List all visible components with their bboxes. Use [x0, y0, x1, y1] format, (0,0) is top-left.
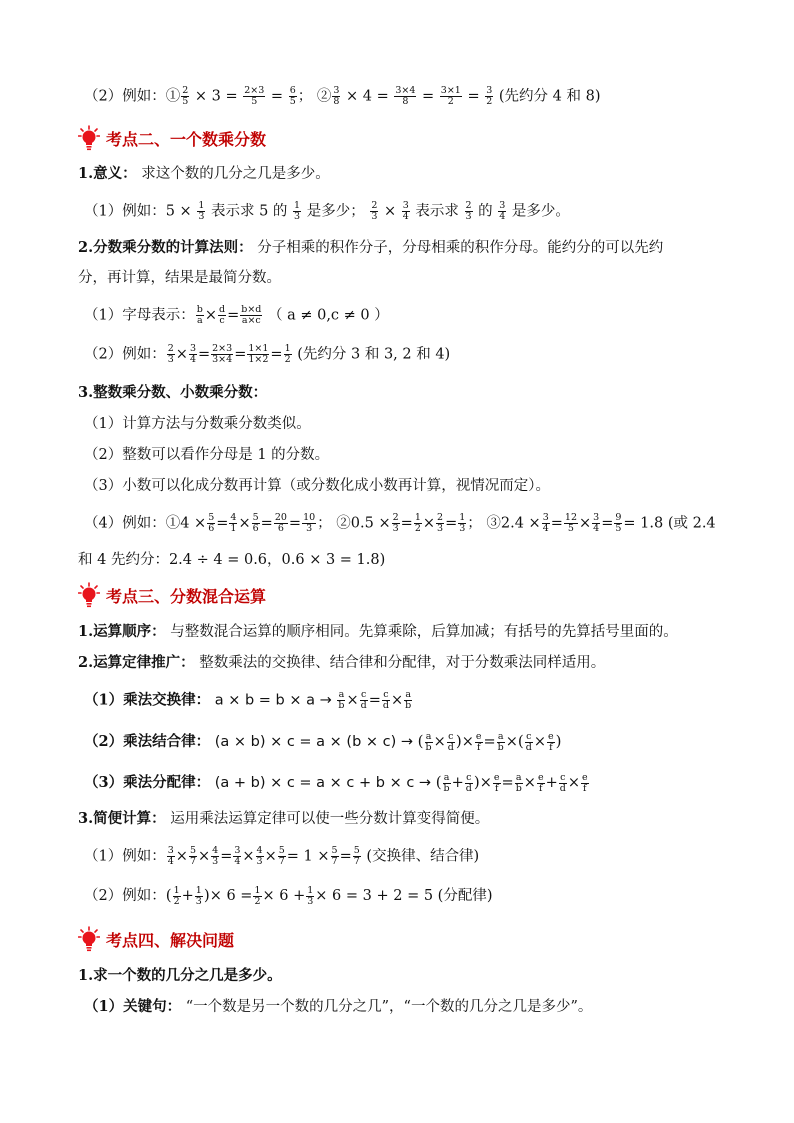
fraction: $\frac{e}{f}$	[475, 730, 482, 753]
text: =	[270, 88, 284, 105]
text: =	[467, 88, 480, 105]
fraction: $\frac{1}{2}$	[254, 884, 261, 907]
fraction: $\frac{2}{3}$	[167, 343, 174, 365]
fraction: $\frac{3\times 1}{2}$	[440, 85, 461, 107]
label: 3.整数乘分数、小数乘分数：	[78, 384, 268, 401]
fraction: $\frac{3}{4}$	[402, 200, 409, 222]
text: （2）例如：	[84, 888, 166, 904]
fraction: $\frac{1}{2}$	[414, 512, 421, 534]
fraction: $\frac{1}{3}$	[198, 200, 205, 222]
fraction: $\frac{c}{d}$	[465, 771, 472, 794]
fraction: $\frac{20}{6}$	[274, 512, 287, 534]
subsection-line	[78, 383, 734, 403]
fraction: $\frac{b\times d}{a\times c}$	[241, 304, 262, 326]
fraction: $\frac{1}{3}$	[195, 884, 202, 907]
fraction: $\frac{4}{1}$	[230, 512, 237, 534]
text: 表示求	[415, 203, 459, 220]
fraction: $\frac{c}{d}$	[447, 730, 454, 753]
text: (先约分 3 和 3, 2 和 4)	[292, 346, 451, 363]
fraction: $\frac{1}{2}$	[173, 884, 180, 907]
example-line-2	[84, 86, 734, 107]
commutative-law-line: （1）乘法交换律： a × b = b × a → $\frac{a}{b}$ × $\frac{c}{d}$ = $\frac{c}{d}$ × $\frac{a}{b}$	[84, 689, 412, 711]
law-extension-line	[78, 653, 734, 673]
fraction: $\frac{5}{7}$	[353, 845, 360, 867]
fraction: $\frac{10}{3}$	[303, 512, 316, 534]
text: （ a ≠ 0,c ≠ 0 ）	[267, 307, 389, 324]
fraction: $\frac{12}{5}$	[564, 512, 577, 534]
fraction: $\frac{e}{f}$	[537, 771, 544, 794]
key-sentence-line	[84, 997, 734, 1017]
label: 2.运算定律推广：	[78, 654, 195, 671]
text: 是多少。	[511, 203, 570, 220]
section-heading	[78, 925, 234, 953]
heading-text: 考点三、分数混合运算	[106, 586, 267, 606]
label: 2.分数乘分数的计算法则：	[78, 239, 253, 256]
lightbulb-icon	[78, 926, 100, 952]
fraction: $\frac{1}{3}$	[307, 884, 314, 907]
text: (a + b) × c = a × c + b × c →	[214, 775, 432, 791]
fraction: $\frac{3}{4}$	[542, 512, 549, 534]
fraction: $\frac{3}{4}$	[189, 343, 196, 365]
text: （1）例如：	[84, 848, 166, 865]
fraction: $\frac{1}{3}$	[459, 512, 466, 534]
fraction: $\frac{3}{8}$	[333, 85, 340, 107]
text: =	[422, 88, 435, 105]
fraction: $\frac{2\times 3}{3\times 4}$	[212, 343, 233, 365]
fraction: $\frac{1}{2}$	[284, 343, 291, 365]
text: ×	[383, 203, 397, 220]
fraction: $\frac{2}{3}$	[465, 200, 472, 222]
text: × 4 =	[346, 88, 389, 105]
label: 3.简便计算：	[78, 810, 166, 827]
fraction: $\frac{a}{b}$	[338, 689, 345, 711]
fraction: $\frac{a}{b}$	[405, 689, 412, 711]
label: 1.运算顺序：	[78, 623, 166, 640]
text: 的	[478, 203, 493, 220]
text: ； ③2.4 ×	[467, 515, 541, 532]
label: （1）乘法交换律：	[84, 691, 211, 709]
label: （2）乘法结合律：	[84, 733, 211, 750]
text: （2）例如：	[84, 346, 166, 363]
example-line-cont: 和 4 先约分：2.4 ÷ 4 = 0.6，0.6 × 3 = 1.8)	[78, 552, 386, 568]
text: 与整数混合运算的顺序相同。先算乘除，后算加减；有括号的先算括号里面的。	[170, 624, 678, 640]
item: （2）整数可以看作分母是 1 的分数。	[84, 447, 330, 463]
fraction: $\frac{4}{3}$	[212, 845, 219, 867]
example-line: （2）例如：( $\frac{1}{2}$ + $\frac{1}{3}$ )× 6 = $\frac{1}{2}$ × 6 + $\frac{1}{3}$ × 6 = 3 + 2 = 5 (分配律)	[84, 884, 493, 907]
simplify-line	[78, 809, 734, 829]
item: （1）计算方法与分数乘分数类似。	[84, 416, 311, 432]
rule-line-cont: 分，再计算，结果是最简分数。	[78, 270, 281, 286]
label: （1）关键句：	[84, 998, 182, 1015]
fraction: $\frac{6}{5}$	[289, 85, 296, 107]
fraction: $\frac{a}{b}$	[443, 771, 450, 794]
fraction: $\frac{e}{f}$	[493, 771, 500, 794]
fraction: $\frac{5}{7}$	[331, 845, 338, 867]
associative-law-line: （2）乘法结合律： (a × b) × c = a × (b × c) → ( $\frac{a}{b}$ × $\frac{c}{d}$ )× $\frac{e}{f}$ = $\frac{a}{b}$ ×( $\frac{c}{d}$ × $\frac{e}{f}$ )	[84, 730, 562, 753]
heading-text: 考点四、解决问题	[106, 930, 235, 950]
section-heading	[78, 581, 266, 609]
fraction: $\frac{c}{d}$	[525, 730, 532, 753]
fraction: $\frac{3}{4}$	[234, 845, 241, 867]
text: （1）例如：5 ×	[84, 203, 192, 220]
lightbulb-icon	[78, 582, 100, 608]
fraction: $\frac{5}{7}$	[278, 845, 285, 867]
heading-text: 考点二、一个数乘分数	[106, 129, 267, 149]
fraction: $\frac{a}{b}$	[497, 730, 504, 753]
text: 整数乘法的交换律、结合律和分配律，对于分数乘法同样适用。	[199, 655, 606, 671]
text: （4）例如：①4 ×	[84, 515, 207, 532]
example-line: （2）例如： $\frac{2}{3}$ × $\frac{3}{4}$ = $\frac{2\times 3}{3\times 4}$ = $\frac{1\times 1}{1\times 2}$ = $\frac{1}{2}$ (先约分 3 和 3, 2 和 4)	[84, 343, 451, 365]
text: 分子相乘的积作分子，分母相乘的积作分母。能约分的可以先约	[257, 240, 664, 256]
fraction: $\frac{9}{5}$	[615, 512, 622, 534]
fraction: $\frac{a}{b}$	[425, 730, 432, 753]
fraction: $\frac{1\times 1}{1\times 2}$	[248, 343, 269, 365]
text: ； ②	[297, 88, 332, 105]
fraction: $\frac{a}{b}$	[515, 771, 522, 794]
fraction: $\frac{5}{7}$	[189, 845, 196, 867]
text: 是多少；	[306, 203, 365, 220]
fraction: $\frac{3}{4}$	[167, 845, 174, 867]
example-line: （4）例如：①4 × $\frac{5}{6}$ = $\frac{4}{1}$ × $\frac{5}{6}$ = $\frac{20}{6}$ = $\frac{10}{3}$ ； ②0.5 × $\frac{2}{3}$ = $\frac{1}{2}$ × $\frac{2}{3}$ = $\frac{1}{3}$ ； ③2.4 × $\frac{3}{4}$ = $\frac{12}{5}$ × $\frac{3}{4}$ = $\frac{9}{5}$ = 1.8 (或 2.4	[84, 512, 716, 534]
meaning-line	[78, 164, 734, 184]
fraction: $\frac{3\times 4}{8}$	[395, 85, 416, 107]
letter-expression-line: （1）字母表示： $\frac{b}{a}$ × $\frac{d}{c}$ = $\frac{b\times d}{a\times c}$ （ a ≠ 0,c ≠ 0 ）	[84, 304, 389, 326]
text: 运用乘法运算定律可以使一些分数计算变得简便。	[170, 811, 490, 827]
section-heading	[78, 124, 266, 152]
fraction: $\frac{e}{f}$	[548, 730, 554, 753]
distributive-law-line: （3）乘法分配律： (a + b) × c = a × c + b × c → ( $\frac{a}{b}$ + $\frac{c}{d}$ )× $\frac{e}{f}$ = $\frac{a}{b}$ × $\frac{e}{f}$ + $\frac{c}{d}$ × $\frac{e}{f}$	[84, 771, 588, 794]
fraction: $\frac{3}{2}$	[486, 85, 493, 107]
text: （1）字母表示：	[84, 307, 195, 324]
text: ； ②0.5 ×	[317, 515, 391, 532]
text: “一个数是另一个数的几分之几”，“一个数的几分之几是多少”。	[185, 999, 593, 1015]
text: (a × b) × c = a × (b × c) →	[214, 734, 414, 750]
fraction: $\frac{b}{a}$	[196, 304, 203, 326]
problem-title: 1.求一个数的几分之几是多少。	[78, 967, 282, 984]
text: (分配律)	[433, 888, 493, 904]
text: (交换律、结合律)	[361, 848, 480, 865]
fraction: $\frac{5}{6}$	[208, 512, 215, 534]
fraction: $\frac{c}{d}$	[382, 689, 389, 711]
fraction: $\frac{4}{3}$	[256, 845, 263, 867]
fraction: $\frac{2}{5}$	[182, 85, 189, 107]
fraction: $\frac{d}{c}$	[218, 304, 226, 326]
fraction: $\frac{3}{4}$	[593, 512, 600, 534]
fraction: $\frac{c}{d}$	[559, 771, 566, 794]
text: (先约分 4 和 8)	[494, 88, 601, 105]
rule-line	[78, 238, 734, 258]
fraction: $\frac{3}{4}$	[499, 200, 506, 222]
text: = 1.8 (或 2.4	[623, 515, 716, 532]
item: （3）小数可以化成分数再计算（或分数化成小数再计算，视情况而定）。	[84, 478, 550, 494]
example-line	[84, 201, 734, 222]
fraction: $\frac{2}{3}$	[437, 512, 444, 534]
text: 表示求 5 的	[210, 203, 288, 220]
fraction: $\frac{1}{3}$	[294, 200, 301, 222]
text: a × b = b × a →	[214, 692, 332, 709]
fraction: $\frac{5}{6}$	[252, 512, 259, 534]
fraction: $\frac{e}{f}$	[581, 771, 588, 794]
text: 求这个数的几分之几是多少。	[141, 166, 330, 182]
fraction: $\frac{2}{3}$	[392, 512, 399, 534]
fraction: $\frac{2\times 3}{5}$	[244, 85, 265, 107]
label: 1.意义：	[78, 165, 137, 182]
lightbulb-icon	[78, 125, 100, 151]
label: （3）乘法分配律：	[84, 774, 211, 791]
text: （2）例如：①	[84, 88, 181, 105]
order-line	[78, 622, 734, 642]
text: × 3 =	[194, 88, 238, 105]
fraction: $\frac{2}{3}$	[371, 200, 378, 222]
fraction: $\frac{c}{d}$	[360, 689, 367, 711]
example-line: （1）例如： $\frac{3}{4}$ × $\frac{5}{7}$ × $\frac{4}{3}$ = $\frac{3}{4}$ × $\frac{4}{3}$ × $\frac{5}{7}$ = 1 × $\frac{5}{7}$ = $\frac{5}{7}$ (交换律、结合律)	[84, 845, 480, 867]
